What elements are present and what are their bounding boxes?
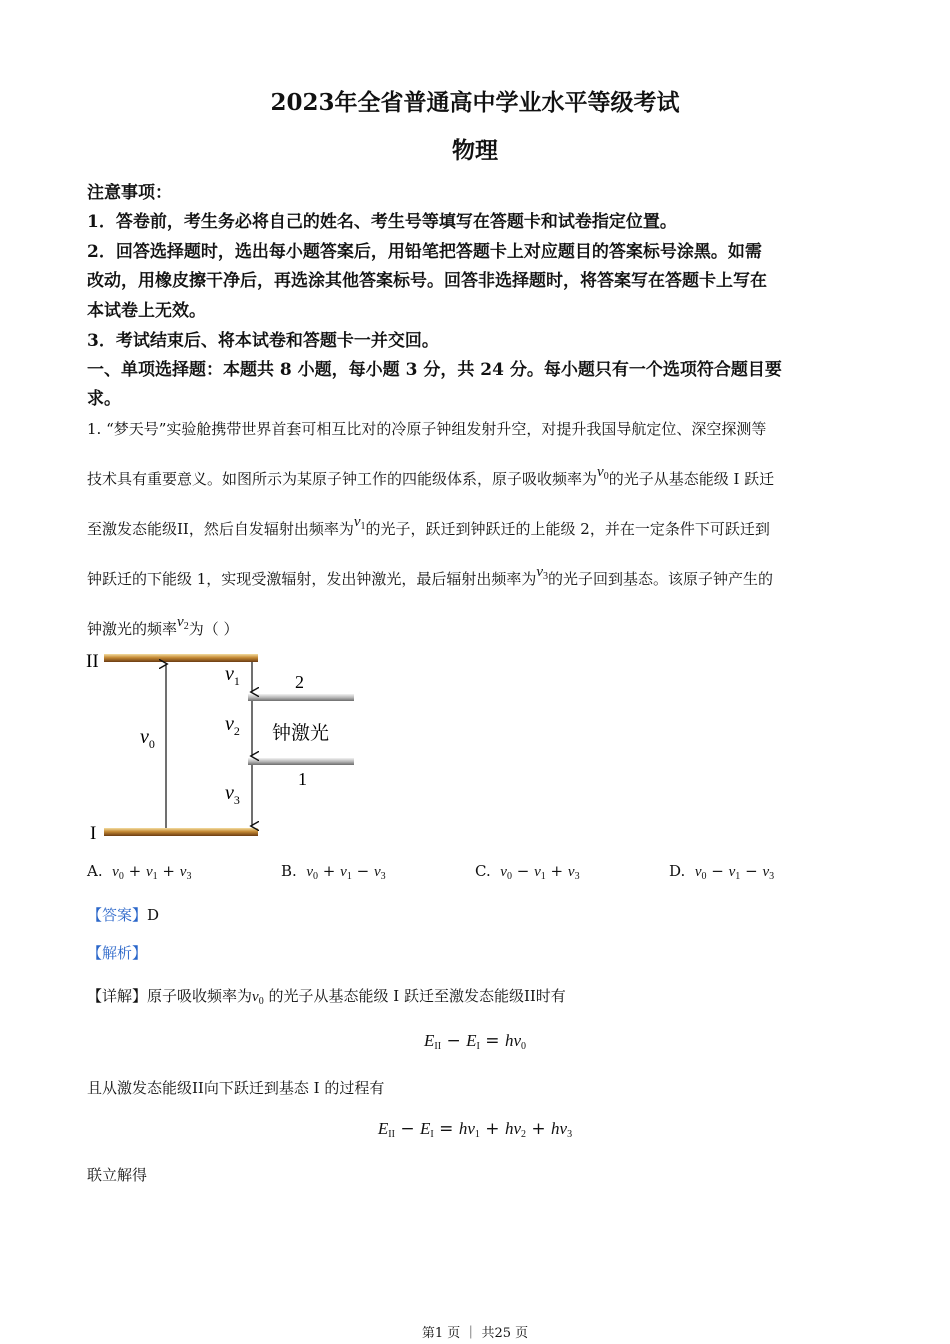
question-line-1: 1. “梦天号”实验舱携带世界首套可相互比对的冷原子钟组发射升空，对提升我国导航定位、深空探测等 bbox=[87, 420, 767, 438]
level-II-label: II bbox=[86, 651, 99, 672]
notice-heading: 注意事项： bbox=[87, 183, 172, 203]
nu3-symbol: $\nu_3$ bbox=[536, 564, 548, 582]
level-2-label: 2 bbox=[295, 672, 304, 692]
equation-2: $E_{II} - E_I = h\nu_1 + h\nu_2 + h\nu_3$ bbox=[377, 1119, 573, 1140]
nu3-label: $\nu_3$ bbox=[225, 782, 240, 807]
level-1-label: 1 bbox=[298, 769, 307, 789]
level-I-bar bbox=[104, 828, 258, 836]
level-II-bar bbox=[104, 654, 258, 662]
detail-tag: 【详解】 bbox=[87, 987, 148, 1005]
option-b[interactable]: B. $\nu_0 + \nu_1 - \nu_3$ bbox=[281, 862, 386, 882]
detail-line: 【详解】原子吸收频率为$\nu_0$ 的光子从基态能级 I 跃迁至激发态能级II时有 bbox=[87, 987, 566, 1007]
step-2-text: 且从激发态能级II向下跃迁到基态 I 的过程有 bbox=[87, 1079, 385, 1097]
exam-title: 2023年全省普通高中学业水平等级考试 bbox=[270, 89, 680, 116]
level-1-bar bbox=[248, 758, 354, 765]
notice-line-1: 1．答卷前，考生务必将自己的姓名、考生号等填写在答题卡和试卷指定位置。 bbox=[87, 212, 677, 232]
page-footer: 第1 页 ｜ 共25 页 bbox=[421, 1326, 529, 1341]
answer-value: D bbox=[147, 906, 160, 924]
option-c[interactable]: C. $\nu_0 - \nu_1 + \nu_3$ bbox=[475, 862, 580, 882]
nu0-symbol: $\nu_0$ bbox=[597, 464, 609, 482]
option-d[interactable]: D. $\nu_0 - \nu_1 - \nu_3$ bbox=[669, 862, 775, 882]
notice-line-2b: 改动，用橡皮擦干净后，再选涂其他答案标号。回答非选择题时，将答案写在答题卡上写在 bbox=[87, 271, 767, 291]
notice-line-2c: 本试卷上无效。 bbox=[87, 301, 206, 321]
nu1-symbol: $\nu_1$ bbox=[353, 514, 366, 532]
nu2-symbol: $\nu_2$ bbox=[177, 614, 189, 632]
subject-title: 物理 bbox=[452, 137, 498, 164]
notice-line-3: 3．考试结束后、将本试卷和答题卡一并交回。 bbox=[87, 331, 439, 351]
question-line-5: 钟激光的频率$\nu_2$为（ ） bbox=[87, 614, 239, 638]
question-line-3: 至激发态能级II，然后自发辐射出频率为$\nu_1$的光子，跃迁到钟跃迁的上能级 2，并在一定条件下可跃迁到 bbox=[87, 514, 770, 538]
question-line-4: 钟跃迁的下能级 1，实现受激辐射，发出钟激光，最后辐射出频率为$\nu_3$的光子回到基态。该原子钟产生的 bbox=[87, 564, 774, 588]
nu0-label: $\nu_0$ bbox=[140, 726, 155, 751]
option-a[interactable]: A. $\nu_0 + \nu_1 + \nu_3$ bbox=[87, 862, 192, 882]
level-2-bar bbox=[248, 694, 354, 701]
level-I-label: I bbox=[90, 823, 97, 844]
laser-label: 钟激光 bbox=[272, 723, 330, 744]
notice-line-2a: 2．回答选择题时，选出每小题答案后，用铅笔把答题卡上对应题目的答案标号涂黑。如需 bbox=[87, 242, 762, 262]
energy-level-diagram bbox=[80, 645, 370, 845]
nu1-label: $\nu_1$ bbox=[225, 663, 240, 688]
section-heading-1: 一、单项选择题：本题共 8 小题，每小题 3 分，共 24 分。每小题只有一个选项符合题目要 bbox=[87, 360, 782, 380]
answer-line bbox=[87, 904, 159, 925]
section-heading-2: 求。 bbox=[87, 389, 121, 409]
analysis-tag: 【解析】 bbox=[87, 944, 148, 962]
answer-tag: 【答案】 bbox=[87, 906, 148, 924]
question-line-2: 技术具有重要意义。如图所示为某原子钟工作的四能级体系，原子吸收频率为$\nu_0$的光子从基态能级 I 跃迁 bbox=[87, 464, 775, 488]
nu2-label: $\nu_2$ bbox=[225, 713, 240, 738]
step-3-text: 联立解得 bbox=[87, 1166, 148, 1184]
equation-1: $E_{II} - E_I = h\nu_0$ bbox=[424, 1031, 526, 1052]
